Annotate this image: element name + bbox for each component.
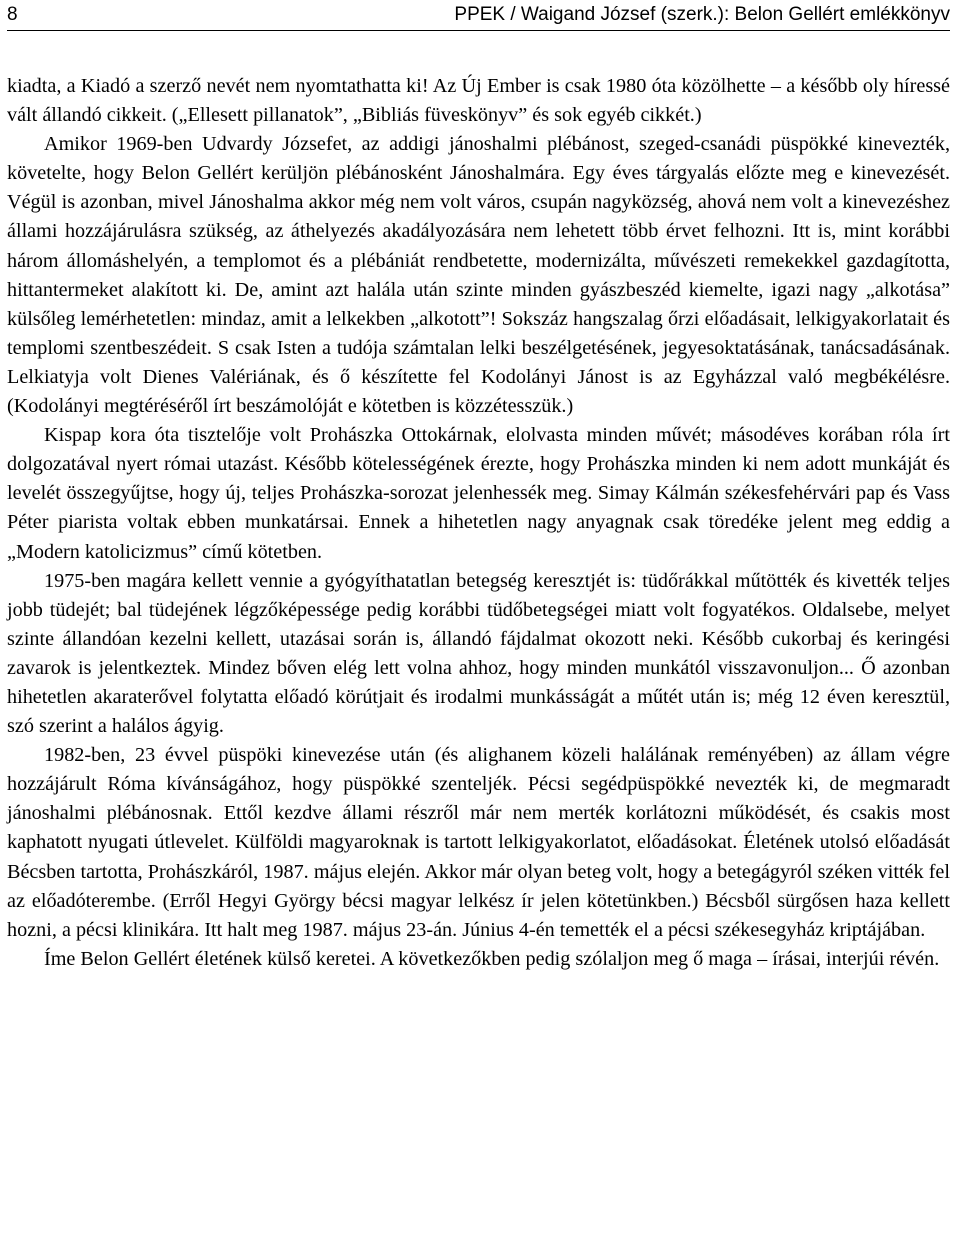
page-header [7, 4, 950, 30]
body-text [7, 72, 950, 974]
paragraph-closing: Íme Belon Gellért életének külső keretei. A következőkben pedig szólaljon meg ő maga – írásai, interjúi révén. [44, 947, 940, 970]
paragraph-consecration: 1982-ben, 23 évvel püspöki kinevezése után (és alighanem közeli halálának reményében) az állam végre hozzájárult Róma kívánságához, hogy püspökké szenteljék. Pécsi segédpüspökké nevezték ki, de megmaradt jánoshalmi plébánosnak. Ettől kezdve állami részről már nem merték korlátozni működését, és csakis most kaphatott nyugati útlevelet. Külföldi magyaroknak is tartott lelkigyakorlatot, előadásokat. Életének utolsó előadását Bécsben tartotta, Prohászkáról, 1987. május elején. Akkor már olyan beteg volt, hogy a betegágyról széken vitték fel az előadóterembe. (Erről Hegyi György bécsi magyar lelkész ír jelen kötetünkben.) Bécsből sürgősen haza kellett hozni, a pécsi klinikára. Itt halt meg 1987. május 23-án. Június 4-én temették el a pécsi székesegyház kriptájában. [7, 744, 950, 941]
paragraph-bishop-appointment: Amikor 1969-ben Udvardy Józsefet, az addigi jánoshalmi plébánost, szeged-csanádi püspökké kinevezték, követelte, hogy Belon Gellért kerüljön plébánosként Jánoshalmára. Egy éves tárgyalás előzte meg e kinevezését. Végül is azonban, mivel Jánoshalma akkor még nem volt város, csupán nagyközség, ahová nem volt a kinevezéshez állami hozzájárulásra szükség, az áthelyezés akadályozására nem lehetett több érvet felhozni. Itt is, mint korábbi három állomáshelyén, a templomot és a plébániát rendbetette, modernizálta, művészeti remekekkel gazdagította, hittantermeket alakított ki. De, amint azt halála után szinte minden gyászbeszéd kiemelte, igazi nagy „alkotása” külsőleg lemérhetetlen: mindaz, amit a lelkekben „alkotott”! Sokszáz hangszalag őrzi előadásait, lelkigyakorlatait és templomi szentbeszédeit. S csak Isten a tudója számtalan lelki beszélgetésének, jegyesoktatásának, tanácsadásának. Lelkiatyja volt Dienes Valériának, és ő készítette fel Kodolányi Jánost is az Egyházzal való megbékélésre. (Kodolányi megtéréséről írt beszámolóját e kötetben is közzétesszük.) [7, 133, 950, 418]
page-number: 8 [7, 4, 18, 25]
paragraph-illness: 1975-ben magára kellett vennie a gyógyíthatatlan betegség keresztjét is: tüdőrákkal műtötték és kivették teljes jobb tüdejét; bal tüdejének légzőképessége pedig korábbi tüdőbetegségei miatt volt fogyatékos. Oldalsebe, melyet szinte állandóan kezelni kellett, utazásai során is, állandó fájdalmat okozott neki. Később cukorbaj és keringési zavarok is jelentkeztek. Mindez bőven elég lett volna ahhoz, hogy minden munkától visszavonuljon... Ő azonban hihetetlen akaraterővel folytatta előadó körútjait és irodalmi munkásságát a műtét után is; még 12 éven keresztül, szó szerint a halálos ágyig. [7, 569, 950, 738]
running-title: PPEK / Waigand József (szerk.): Belon Gellért emlékkönyv [454, 4, 950, 25]
paragraph-continued: kiadta, a Kiadó a szerző nevét nem nyomtathatta ki! Az Új Ember is csak 1980 óta közölhette – a később oly híressé vált állandó cikkeit. („Ellesett pillanatok”, „Bibliás füveskönyv” és sok egyéb cikkét.) [7, 75, 950, 127]
header-rule [7, 30, 950, 31]
paragraph-prohaszka: Kispap kora óta tisztelője volt Prohászka Ottokárnak, elolvasta minden művét; másodéves korában róla írt dolgozatával nyert római utazást. Később kötelességének érezte, hogy Prohászka minden ki nem adott munkáját és levelét összegyűjtse, hogy új, teljes Prohászka-sorozat jelenhessék meg. Simay Kálmán székesfehérvári pap és Vass Péter piarista voltak ebben munkatársai. Ennek a hihetetlen nagy anyagnak csak töredéke jelent meg eddig a „Modern katolicizmus” című kötetben. [7, 424, 950, 563]
document-page [7, 0, 950, 1234]
